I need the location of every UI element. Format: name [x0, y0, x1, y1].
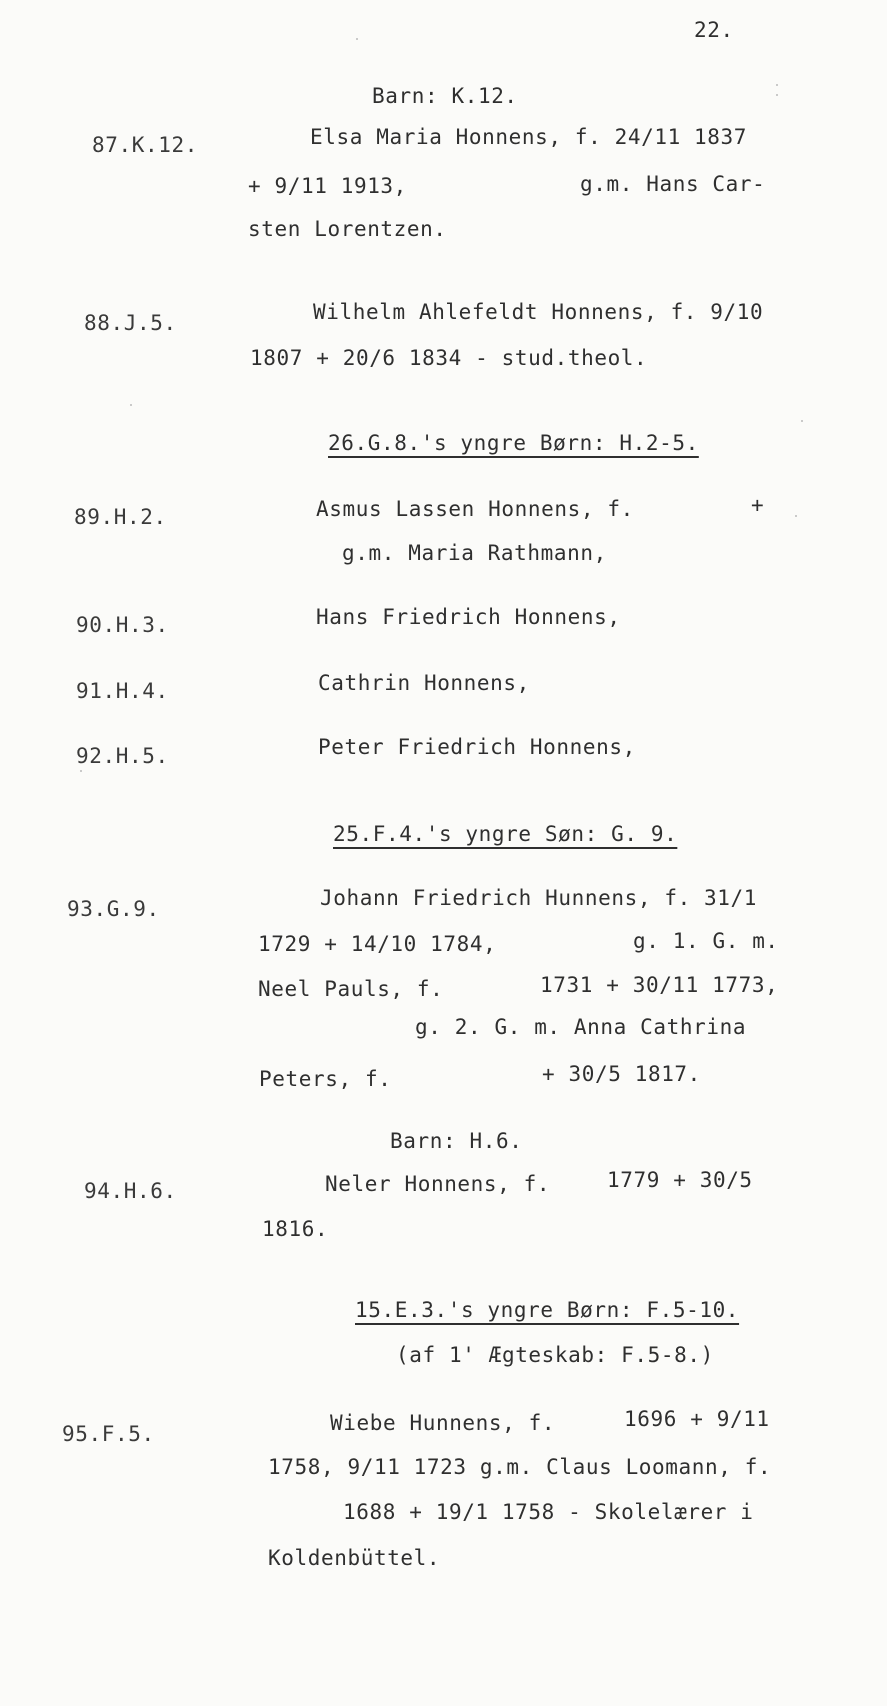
entry-93-line-3: Neel Pauls, f. [258, 977, 444, 1001]
entry-89-line-1: Asmus Lassen Honnens, f. [316, 497, 634, 521]
entry-89-plus: + [751, 493, 765, 517]
scan-speck [795, 515, 797, 517]
entry-95-line-1: Wiebe Hunnens, f. [330, 1411, 556, 1435]
entry-90-name: Hans Friedrich Honnens, [316, 605, 621, 629]
entry-ref-88: 88.J.5. [84, 311, 177, 335]
section-subheading-15-e3: (af 1' Ægteskab: F.5-8.) [396, 1343, 714, 1367]
entry-87-line-1: Elsa Maria Honnens, f. 24/11 1837 [310, 125, 748, 149]
section-heading-25-f4: 25.F.4.'s yngre Søn: G. 9. [333, 822, 678, 846]
entry-87-line-2b: g.m. Hans Car- [580, 172, 766, 196]
entry-95-line-1b: 1696 + 9/11 [624, 1407, 770, 1431]
scan-speck [776, 84, 778, 86]
entry-ref-87: 87.K.12. [92, 133, 198, 157]
scan-speck [356, 38, 358, 40]
entry-93-line-5: Peters, f. [259, 1067, 392, 1091]
entry-95-line-3: 1688 + 19/1 1758 - Skolelærer i [343, 1500, 754, 1524]
scan-speck [130, 404, 132, 406]
scan-speck [80, 770, 82, 772]
section-heading-barn-k12: Barn: K.12. [372, 84, 518, 108]
entry-95-line-2: 1758, 9/11 1723 g.m. Claus Loomann, f. [268, 1455, 772, 1479]
entry-ref-89: 89.H.2. [74, 505, 167, 529]
entry-87-line-3: sten Lorentzen. [248, 217, 447, 241]
entry-93-line-5b: + 30/5 1817. [542, 1062, 701, 1086]
entry-88-line-2: 1807 + 20/6 1834 - stud.theol. [250, 346, 648, 370]
section-heading-15-e3: 15.E.3.'s yngre Børn: F.5-10. [355, 1298, 740, 1322]
entry-94-line-1: Neler Honnens, f. [325, 1172, 551, 1196]
entry-93-line-2b: g. 1. G. m. [633, 929, 779, 953]
entry-ref-91: 91.H.4. [76, 679, 169, 703]
entry-ref-90: 90.H.3. [76, 613, 169, 637]
entry-92-name: Peter Friedrich Honnens, [318, 735, 636, 759]
entry-93-line-1: Johann Friedrich Hunnens, f. 31/1 [320, 886, 758, 910]
section-heading-barn-h6: Barn: H.6. [390, 1129, 523, 1153]
entry-ref-92: 92.H.5. [76, 744, 169, 768]
entry-ref-95: 95.F.5. [62, 1422, 155, 1446]
entry-94-line-1b: 1779 + 30/5 [607, 1168, 753, 1192]
page-number: 22. [694, 18, 734, 42]
entry-ref-93: 93.G.9. [67, 897, 160, 921]
entry-94-line-2: 1816. [262, 1217, 329, 1241]
entry-88-line-1: Wilhelm Ahlefeldt Honnens, f. 9/10 [313, 300, 764, 324]
entry-93-line-2: 1729 + 14/10 1784, [258, 932, 497, 956]
entry-95-line-4: Koldenbüttel. [268, 1546, 441, 1566]
section-heading-26-g8: 26.G.8.'s yngre Børn: H.2-5. [328, 431, 699, 455]
entry-91-name: Cathrin Honnens, [318, 671, 530, 695]
scan-speck [801, 420, 803, 422]
entry-93-line-3b: 1731 + 30/11 1773, [540, 973, 779, 997]
entry-87-line-2: + 9/11 1913, [248, 174, 407, 198]
scan-speck [776, 94, 778, 96]
entry-93-line-4: g. 2. G. m. Anna Cathrina [415, 1015, 747, 1039]
entry-ref-94: 94.H.6. [84, 1179, 177, 1203]
entry-89-line-2: g.m. Maria Rathmann, [342, 541, 607, 565]
